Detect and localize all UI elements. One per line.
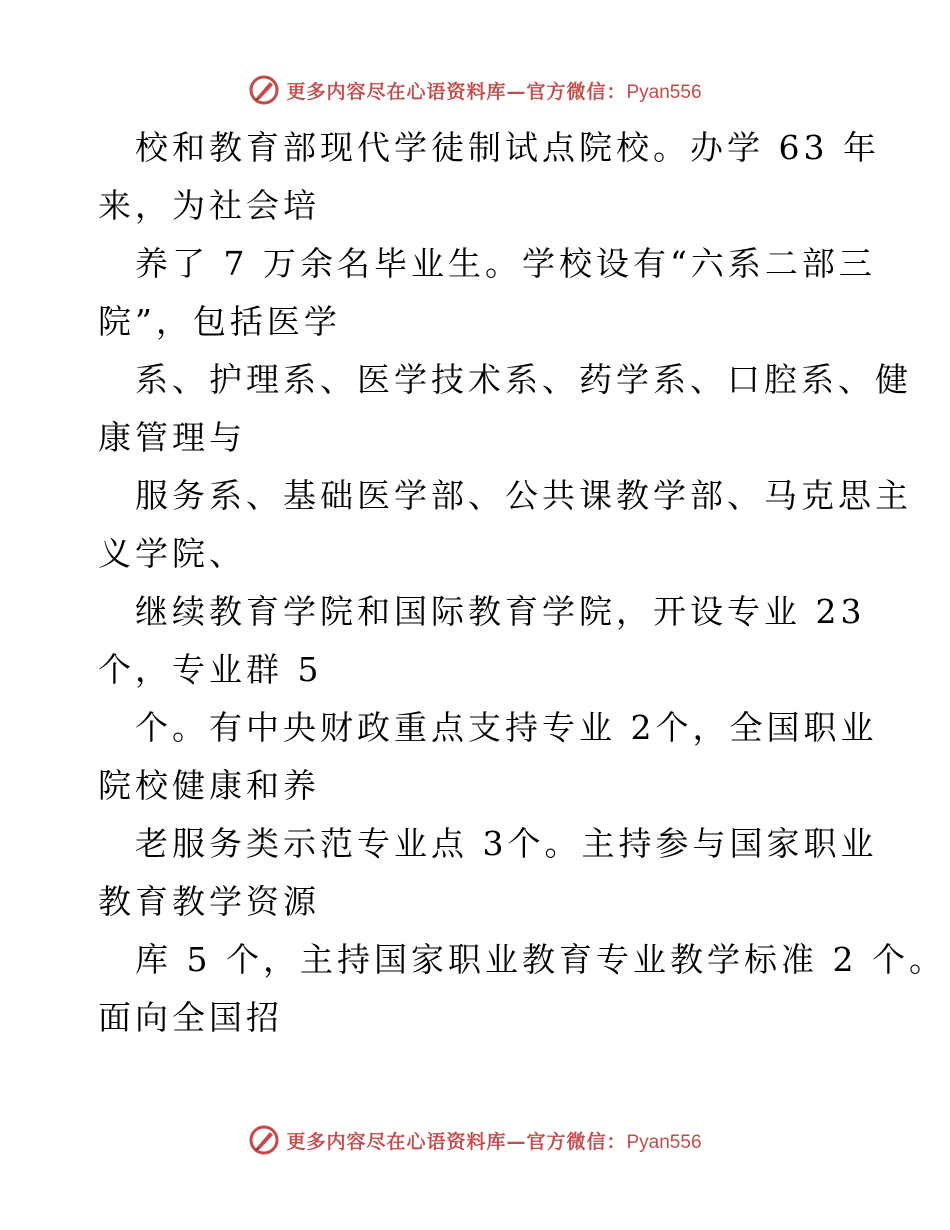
header-banner [0, 70, 950, 110]
document-line: 养了 7 万余名毕业生。学校设有“六系二部三 [135, 244, 876, 283]
header-wechat-id: Pyan556 [626, 81, 702, 103]
document-line: 义学院、 [98, 534, 246, 573]
document-line: 库 5 个，主持国家职业教育专业教学标准 2 个。 [135, 940, 946, 979]
quill-pen-logo-icon [248, 1124, 280, 1156]
document-line: 系、护理系、医学技术系、药学系、口腔系、健 [135, 360, 912, 399]
document-line: 教育教学资源 [98, 882, 320, 921]
document-line: 个。有中央财政重点支持专业 2个，全国职业 [135, 708, 878, 747]
document-line: 校和教育部现代学徒制试点院校。办学 63 年 [135, 128, 880, 167]
footer-wechat-id: Pyan556 [626, 1131, 702, 1153]
document-line: 继续教育学院和国际教育学院，开设专业 23 [135, 592, 866, 631]
document-line: 服务系、基础医学部、公共课教学部、马克思主 [135, 476, 912, 515]
document-line: 个，专业群 5 [98, 650, 323, 689]
header-banner-text: 更多内容尽在心语资料库—官方微信：Pyan556 [286, 80, 702, 103]
document-line: 院”，包括医学 [98, 302, 341, 341]
footer-banner-text: 更多内容尽在心语资料库—官方微信：Pyan556 [286, 1130, 702, 1153]
document-line: 来，为社会培 [98, 186, 320, 225]
document-line: 老服务类示范专业点 3个。主持参与国家职业 [135, 824, 878, 863]
document-line: 面向全国招 [98, 998, 283, 1037]
document-line: 院校健康和养 [98, 766, 320, 805]
quill-pen-logo-icon [248, 74, 280, 106]
document-line: 康管理与 [98, 418, 246, 457]
footer-banner [0, 1120, 950, 1160]
